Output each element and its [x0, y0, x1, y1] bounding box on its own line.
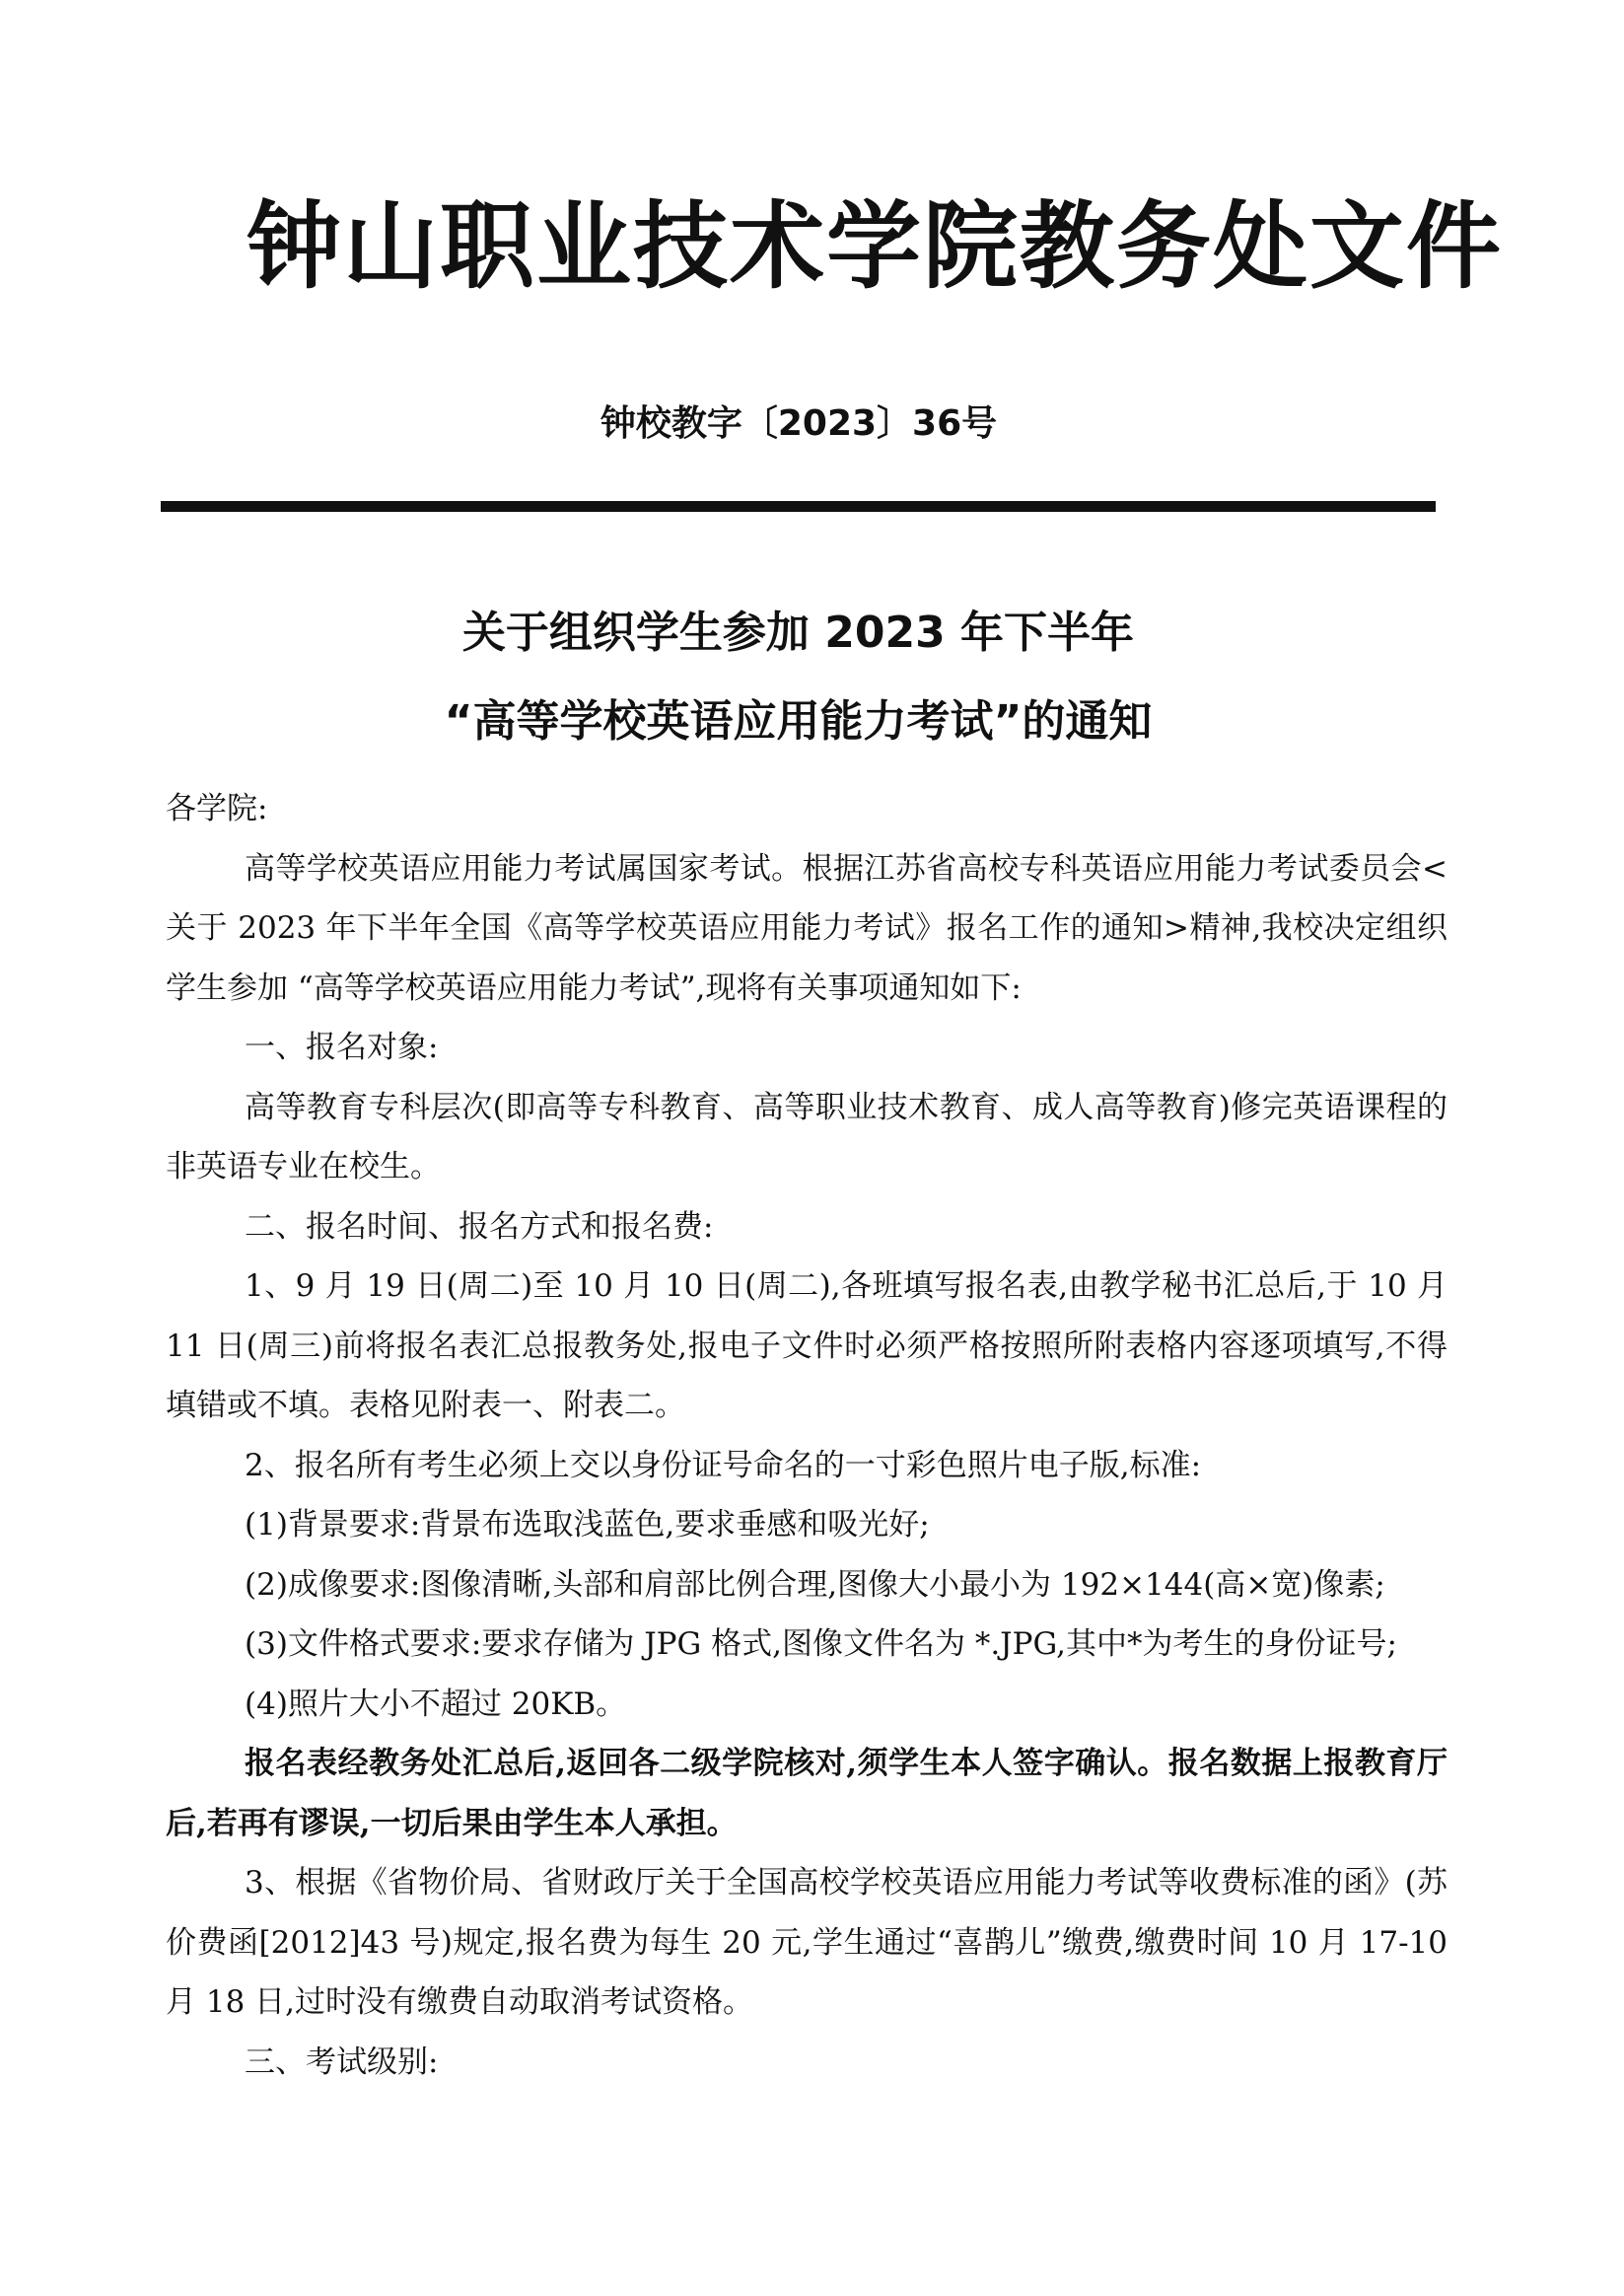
section-heading-exam-level: 三、考试级别:	[245, 2044, 439, 2080]
registration-item-1: 1、9 月 19 日(周二)至 10 月 10 日(周二),各班填写报名表,由教学秘书汇总后,于 10 月 11 日(周三)前将报名表汇总报教务处,报电子文件时必须严格按照所附表格内容逐项填写,不得填错或不填。表格见附表一、附表二。	[166, 1268, 1447, 1423]
salutation: 各学院:	[166, 791, 268, 826]
photo-requirement-2: (2)成像要求:图像清晰,头部和肩部比例合理,图像大小最小为 192×144(高×宽)像素;	[245, 1566, 1385, 1603]
header-divider-rule	[161, 501, 1436, 512]
document-number: 钟校教字〔2023〕36号	[600, 403, 998, 444]
intro-paragraph: 高等学校英语应用能力考试属国家考试。根据江苏省高校专科英语应用能力考试委员会<关于 2023 年下半年全国《高等学校英语应用能力考试》报名工作的通知>精神,我校决定组织学生参加 “高等学校英语应用能力考试”,现将有关事项通知如下:	[166, 850, 1447, 1006]
section-heading-eligibility: 一、报名对象:	[245, 1030, 439, 1065]
section-heading-registration: 二、报名时间、报名方式和报名费:	[245, 1208, 714, 1245]
notice-title-line-1: 关于组织学生参加 2023 年下半年	[461, 608, 1135, 658]
notice-title-line-2: “高等学校英语应用能力考试”的通知	[444, 696, 1153, 747]
registration-item-2: 2、报名所有考生必须上交以身份证号命名的一寸彩色照片电子版,标准:	[245, 1447, 1202, 1483]
photo-requirement-4: (4)照片大小不超过 20KB。	[245, 1686, 627, 1722]
registration-item-3: 3、根据《省物价局、省财政厅关于全国高校学校英语应用能力考试等收费标准的函》(苏价费函[2012]43 号)规定,报名费为每生 20 元,学生通过“喜鹊儿”缴费,缴费时间 10 月 17-10 月 18 日,过时没有缴费自动取消考试资格。	[166, 1865, 1447, 2020]
eligibility-paragraph: 高等教育专科层次(即高等专科教育、高等职业技术教育、成人高等教育)修完英语课程的非英语专业在校生。	[166, 1089, 1447, 1184]
document-header-title: 钟山职业技术学院教务处文件	[247, 191, 1503, 302]
verification-notice: 报名表经教务处汇总后,返回各二级学院核对,须学生本人签字确认。报名数据上报教育厅后,若再有谬误,一切后果由学生本人承担。	[166, 1746, 1447, 1841]
notice-body	[166, 779, 1447, 2092]
photo-requirement-1: (1)背景要求:背景布选取浅蓝色,要求垂感和吸光好;	[245, 1507, 930, 1543]
photo-requirement-3: (3)文件格式要求:要求存储为 JPG 格式,图像文件名为 *.JPG,其中*为考生的身份证号;	[245, 1626, 1397, 1662]
